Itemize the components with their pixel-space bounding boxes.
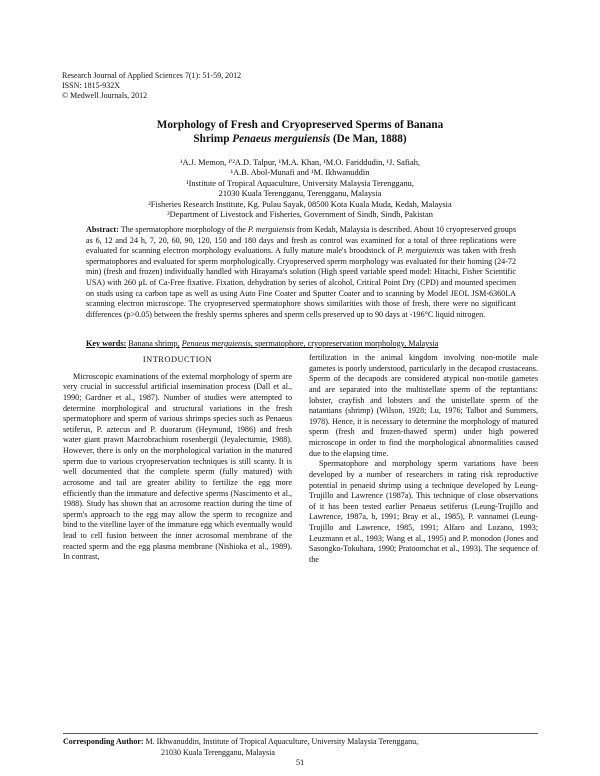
abstract xyxy=(86,225,516,320)
corresponding-author xyxy=(63,737,538,758)
corresponding-address: 21030 Kuala Terengganu, Malaysia xyxy=(161,747,275,757)
affiliation-2: ²Fisheries Research Institute, Kg. Pulau Sayak, 08500 Kota Kuala Muda, Kedah, Malaysia xyxy=(148,199,452,209)
affiliation-1a: ¹Institute of Tropical Aquaculture, University Malaysia Terengganu, xyxy=(186,178,414,188)
journal-copyright: © Medwell Journals, 2012 xyxy=(62,91,148,100)
title-species: Penaeus merguiensis xyxy=(232,132,331,145)
column-left xyxy=(63,355,292,563)
footnote-divider xyxy=(63,733,538,734)
intro-paragraph-3: Spermatophore and morphology sperm variations have been developed by a number of researchers in rating risk reproductive potential in penaeid shrimp using a technique developed by Leung-Trujillo and Lawrence (1987a). This technique of close observations of it has been tested earlier Penaeus setiferus (Leung-Trujillo and Lawrence, 1987a, b, 1991; Bray et al., 1985), P. vannamei (Leung-Trujillo and Lawrence, 1985, 1991; Alfaro and Lozano, 1993; Leuzmann et al., 1993; Wang et al., 1995) and P. monodon (Jones and Sasongko-Tokuhara, 1990; Pratoomchat et al., 1993). The sequence of the xyxy=(309,459,538,564)
abstract-text-1: The spermatophore morphology of the xyxy=(120,225,246,234)
title-line-2 xyxy=(60,133,540,147)
author-names-2: ¹A.B. Abol-Munafi and ¹M. Ikhwanuddin xyxy=(230,168,370,178)
title-line-1: Morphology of Fresh and Cryopreserved Sperms of Banana xyxy=(156,119,444,131)
corresponding-line-1 xyxy=(63,737,538,748)
intro-paragraph-1: Microscopic examinations of the external morphology of sperm are very crucial in successful artificial insemination process (Dall et al., 1990; Gardner et al., 1987). Number of studies were attempted to determine morphological and structural variations in the fresh spermatophore and sperm of various shrimps species such as Penaeus setiferus, P. aztecus and P. duorarum (Heymund, 1986) and fresh water giant prawn Macrobrachium rosenbergii (Jeyalectumie, 1988). However, there is only on the morphological variation in the matured sperm due to various cryopreservation techniques is still scanty. It is well documented that the complete sperm (fully matured) with acrosome and tail are greater ability to fertilize the egg more efficiently than the immature and defective sperms (Nascimento et al., 1988). Study has shown that an acrosome reaction during the time of sperm's approach to the egg may allow the sperm to recognize and bind to the vitelline layer of the immature egg which eventually would lead to cell fusion between the inner acrosomal membrane of the reacted sperm and the egg plasma membrane (Nishioka et al., 1989). In contrast, xyxy=(63,371,292,562)
authors-block xyxy=(70,158,530,220)
journal-citation: Research Journal of Applied Sciences 7(1): 51-59, 2012 xyxy=(62,71,242,80)
page-number: 51 xyxy=(295,758,305,767)
keywords-label: Key words: xyxy=(86,339,127,348)
title-prefix: Shrimp xyxy=(193,132,230,145)
affiliation-1b: 21030 Kuala Terengganu, Terengganu, Malaysia xyxy=(218,189,382,199)
keywords xyxy=(86,339,516,349)
keywords-text-2: , spermatophore, cryopreservation morphology, Malaysia xyxy=(250,339,439,348)
title-suffix: (De Man, 1888) xyxy=(332,132,407,145)
abstract-label: Abstract: xyxy=(86,225,119,234)
abstract-text-3: was taken with fresh spermatophores and evaluated for sperm morphologically. Cryopreserved sperm morphology was evaluated for their homing (24-72 min) (fresh and frozen) individually handled with Hirayama's solution (High speed variable speed model: Hitachi, Fisher Scientific USA) with 260 μL of Ca-Free fixative. Fixation, dehydration by series of alcohol, Critical Point Dry (CPD) and mounted specimen on studs using ca carbon tape as well as using Auto Fine Coater and Sputter Coater and to scanning by Model JEOL JSM-6360LA scanning electron microscope. The cryopreserved spermatophore shows similarities with those of fresh, there were no significant differences (p>0.05) between the freshly sperms spheres and sperm cells preserved up to 90 days at -196°C liquid nitrogen. xyxy=(86,246,516,319)
author-names-1: ¹A.J. Memon, ¹'²A.D. Talpur, ¹M.A. Khan, ¹M.O. Fariddudin, ¹J. Safiah, xyxy=(180,158,420,167)
intro-paragraph-2: fertilization in the animal kingdom involving non-motile male gametes is poorly understood, particularly in the decapod crustaceans. Sperm of the decapods are considered atypical non-motile gametes and are separated into the multistellate sperm of the reptantians: lobster, crayfish and lobsters and the unistellate sperm of the natantians (shrimp) (Wilson, 1928; Lu, 1976; Talbot and Summers, 1978). Hence, it is necessary to determine the morphology of matured sperm (fresh and frozen-thawed sperm) under high powered microscope in order to find the morphological abnormalities caused due to the elapsing time. xyxy=(309,353,538,458)
keywords-species: Penaeus merguiensis xyxy=(181,339,251,348)
journal-header xyxy=(62,71,322,101)
keywords-text-1: Banana shrimp, xyxy=(128,339,180,348)
abstract-species-1: P. merguiensis xyxy=(247,225,295,234)
paper-title xyxy=(60,119,540,146)
affiliation-3: ³Department of Livestock and Fisheries, Government of Sindh, Sindh, Pakistan xyxy=(167,210,433,220)
section-heading-introduction: INTRODUCTION xyxy=(142,355,213,364)
corresponding-text: M. Ikhwanuddin, Institute of Tropical Aquaculture, University Malaysia Terengganu, xyxy=(145,737,419,746)
abstract-text-2: from Kedah, Malaysia is described. About 10 cryopreserved groups as 6, 12 and 24 h, 7, 20, 60, 90, 120, 150 and 180 days and fresh as control was examined for a total of three replications were evaluated for scanning electron morphology evaluations. A fully mature male's broodstock of xyxy=(86,225,516,256)
abstract-species-2: P. merguiensis xyxy=(397,246,445,256)
column-right xyxy=(309,353,538,566)
journal-issn: ISSN: 1815-932X xyxy=(62,81,121,90)
corresponding-label: Corresponding Author: xyxy=(63,737,144,746)
